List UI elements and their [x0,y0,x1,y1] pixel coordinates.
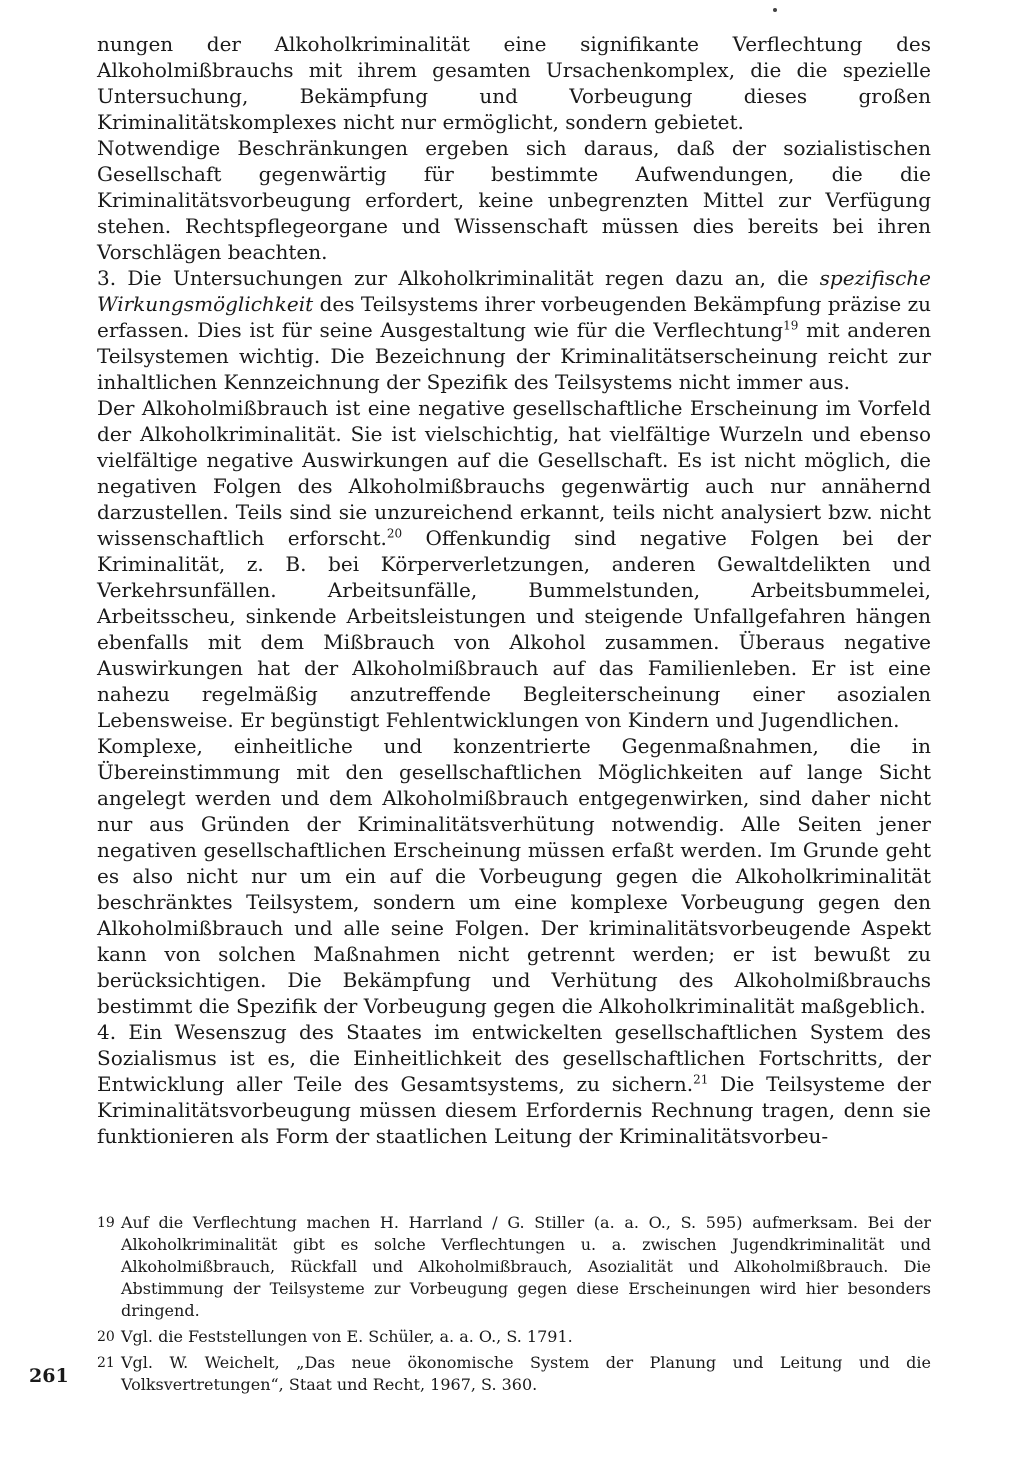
paragraph-text: des Teilsystems ihrer vorbeugenden Bekämpfung präzise zu erfassen. Dies ist für seine Ausgestaltung wie für die Verflechtung [97,292,931,342]
footnote-number: 21 [97,1355,115,1371]
footnote-ref-21[interactable]: 21 [693,1072,709,1087]
paragraph-text: Der Alkoholmißbrauch ist eine negative gesellschaftliche Erscheinung im Vorfeld der Alkoholkriminalität. Sie ist vielschichtig, hat vielfältige Wurzeln und ebenso vielfältige negative Auswirkungen auf die Gesellschaft. Es ist nicht möglich, die negativen Folgen des Alkoholmißbrauchs gegenwärtig auch nur annähernd darzustellen. Teils sind sie unzureichend erkannt, teils nicht analysiert bzw. nicht wissenschaftlich erforscht. [97,396,931,550]
scan-speck [773,8,777,12]
paragraph-2 [97,135,931,265]
paragraph-text: Offenkundig sind negative Folgen bei der Kriminalität, z. B. bei Körperverletzungen, anderen Gewaltdelikten und Verkehrsunfällen. Arbeitsunfälle, Bummelstunden, Arbeitsbummelei, Arbeitsscheu, sinkende Arbeitsleistungen und steigende Unfallgefahren hängen ebenfalls mit dem Mißbrauch von Alkohol zusammen. Überaus negative Auswirkungen hat der Alkoholmißbrauch auf das Familienleben. Er ist eine nahezu regelmäßig anzutreffende Begleiterscheinung einer asozialen Lebensweise. Er begünstigt Fehlentwicklungen von Kindern und Jugendlichen. [97,526,931,732]
footnote-19 [97,1212,931,1322]
paragraph-text: 4. Ein Wesenszug des Staates im entwickelten gesellschaftlichen System des Sozialismus ist es, die Einheitlichkeit des gesellschaftlichen Fortschritts, der Entwicklung aller Teile des Gesamtsystems, zu sichern. [97,1020,931,1096]
footnote-21 [97,1352,931,1396]
emphasis-text: spezifische Wirkungsmöglichkeit [97,266,931,316]
footnote-ref-20[interactable]: 20 [386,526,403,541]
paragraph-3 [97,265,931,395]
paragraph-1 [97,31,931,135]
footnote-ref-19[interactable]: 19 [783,318,799,333]
footnote-number: 20 [97,1329,115,1345]
footnote-text: Vgl. die Feststellungen von E. Schüler, a. a. O., S. 1791. [121,1327,573,1346]
paragraph-text: Notwendige Beschränkungen ergeben sich daraus, daß der sozialistischen Gesellschaft gegenwärtig für bestimmte Aufwendungen, die die Kriminalitätsvorbeugung erfordert, keine unbegrenzten Mittel zur Verfügung stehen. Rechtspflegeorgane und Wissenschaft müssen dies bereits bei ihren Vorschlägen beachten. [97,136,931,264]
footnote-text: Vgl. W. Weichelt, „Das neue ökonomische System der Planung und Leitung und die Volksvertretungen“, Staat und Recht, 1967, S. 360. [121,1353,931,1394]
footnote-number: 19 [97,1215,115,1231]
footnotes [97,1212,931,1400]
paragraph-text: mit anderen Teilsystemen wichtig. Die Bezeichnung der Kriminalitätserscheinung reicht zur inhaltlichen Kennzeichnung der Spezifik des Teilsystems nicht immer aus. [97,318,931,394]
paragraph-text: Komplexe, einheitliche und konzentrierte Gegenmaßnahmen, die in Übereinstimmung mit den gesellschaftlichen Möglichkeiten auf lange Sicht angelegt werden und dem Alkoholmißbrauch entgegenwirken, sind daher nicht nur aus Gründen der Kriminalitätsverhütung notwendig. Alle Seiten jener negativen gesellschaftlichen Erscheinung müssen erfaßt werden. Im Grunde geht es also nicht nur um ein auf die Vorbeugung gegen die Alkoholkriminalität beschränktes Teilsystem, sondern um eine komplexe Vorbeugung gegen den Alkoholmißbrauch und alle seine Folgen. Der kriminalitätsvorbeugende Aspekt kann von solchen Maßnahmen nicht getrennt werden; er ist bewußt zu berücksichtigen. Die Bekämpfung und Verhütung des Alkoholmißbrauchs bestimmt die Spezifik der Vorbeugung gegen die Alkoholkriminalität maßgeblich. [97,734,931,1018]
paragraph-text: 3. Die Untersuchungen zur Alkoholkriminalität regen dazu an, die [97,266,820,290]
paragraph-text: Die Teilsysteme der Kriminalitätsvorbeugung müssen diesem Erfordernis Rechnung tragen, denn sie funktionieren als Form der staatlichen Leitung der Kriminalitätsvorbeu- [97,1072,931,1148]
paragraph-6 [97,1019,931,1149]
page-number: 261 [29,1365,69,1387]
paragraph-5 [97,733,931,1019]
main-text [97,31,931,1149]
paragraph-4 [97,395,931,733]
footnote-20 [97,1326,931,1348]
footnote-text: Auf die Verflechtung machen H. Harrland / G. Stiller (a. a. O., S. 595) aufmerksam. Bei der Alkoholkriminalität gibt es solche Verflechtungen u. a. zwischen Jugendkriminalität und Alkoholmißbrauch, Rückfall und Alkoholmißbrauch, Asozialität und Alkoholmißbrauch. Die Abstimmung der Teilsysteme zur Vorbeugung gegen diese Erscheinungen wird hier besonders dringend. [121,1213,931,1320]
paragraph-text: nungen der Alkoholkriminalität eine signifikante Verflechtung des Alkoholmißbrauchs mit ihrem gesamten Ursachenkomplex, die die spezielle Untersuchung, Bekämpfung und Vorbeugung dieses großen Kriminalitätskomplexes nicht nur ermöglicht, sondern gebietet. [97,32,931,134]
